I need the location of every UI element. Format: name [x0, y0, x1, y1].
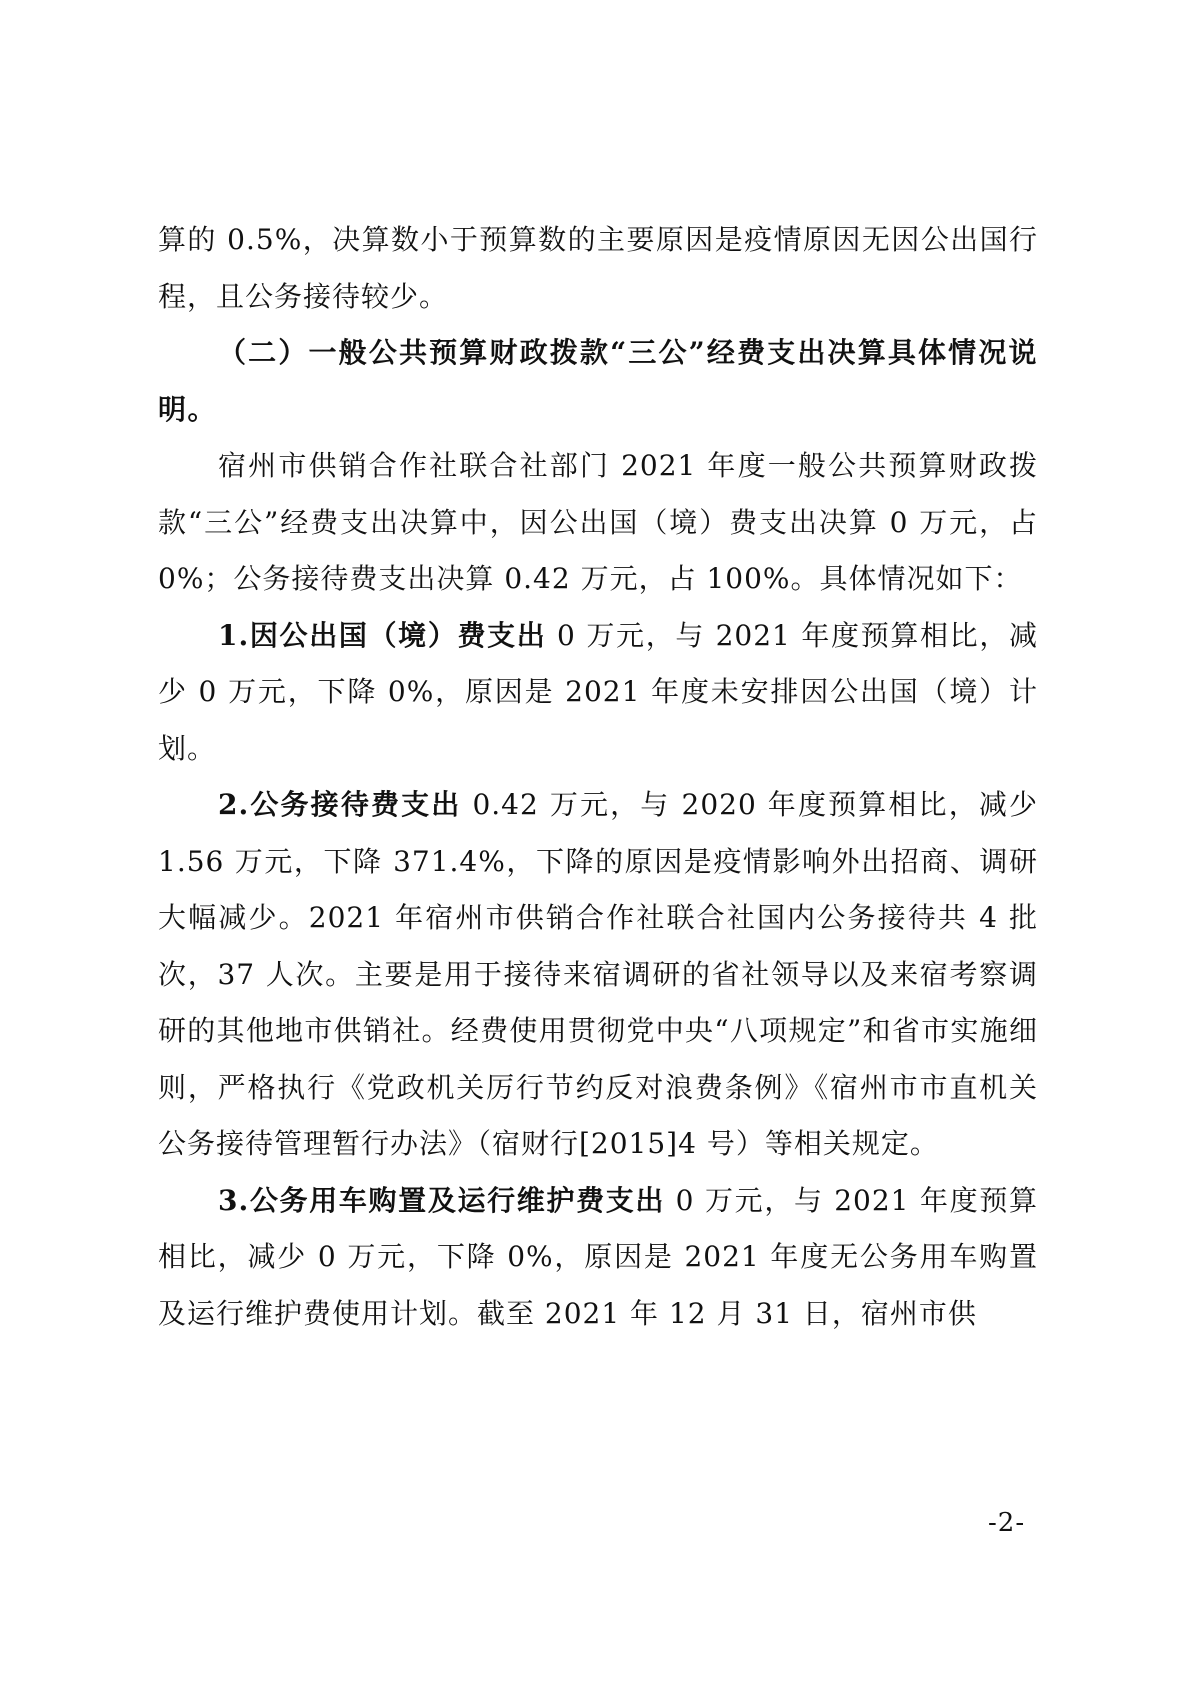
paragraph-continuation: 算的 0.5%，决算数小于预算数的主要原因是疫情原因无因公出国行程，且公务接待较少。 — [158, 223, 1038, 313]
paragraph-summary: 宿州市供销合作社联合社部门 2021 年度一般公共预算财政拨款“三公”经费支出决算中，因公出国（境）费支出决算 0 万元，占 0%；公务接待费支出决算 0.42 万元，占 100%。具体情况如下： — [158, 449, 1038, 595]
page-number: -2- — [988, 1508, 1026, 1538]
paragraph-item-3 — [158, 1173, 1038, 1343]
item-2-text: 0.42 万元，与 2020 年度预算相比，减少 1.56 万元，下降 371.4%，下降的原因是疫情影响外出招商、调研大幅减少。2021 年宿州市供销合作社联合社国内公务接待共 4 批次，37 人次。主要是用于接待来宿调研的省社领导以及来宿考察调研的其他地市供销社。经费使用贯彻党中央“八项规定”和省市实施细则，严格执行《党政机关厉行节约反对浪费条例》《宿州市市直机关公务接待管理暂行办法》（宿财行[2015]4 号）等相关规定。 — [158, 788, 1038, 1160]
paragraph-item-1 — [158, 608, 1038, 778]
item-1-text: 0 万元，与 2021 年度预算相比，减少 0 万元，下降 0%，原因是 2021 年度未安排因公出国（境）计划。 — [158, 618, 1038, 765]
item-2-title: 2.公务接待费支出 — [218, 788, 462, 821]
item-3-title: 3.公务用车购置及运行维护费支出 — [218, 1183, 666, 1217]
section-heading: （二）一般公共预算财政拨款“三公”经费支出决算具体情况说明。 — [158, 336, 1038, 426]
document-body — [158, 212, 1038, 1342]
paragraph-item-2 — [158, 777, 1038, 1173]
item-3-text: 0 万元，与 2021 年度预算相比，减少 0 万元，下降 0%，原因是 2021 年度无公务用车购置及运行维护费使用计划。截至 2021 年 12 月 31 日，宿州市供 — [158, 1183, 1038, 1330]
item-1-title: 1.因公出国（境）费支出 — [218, 618, 547, 652]
